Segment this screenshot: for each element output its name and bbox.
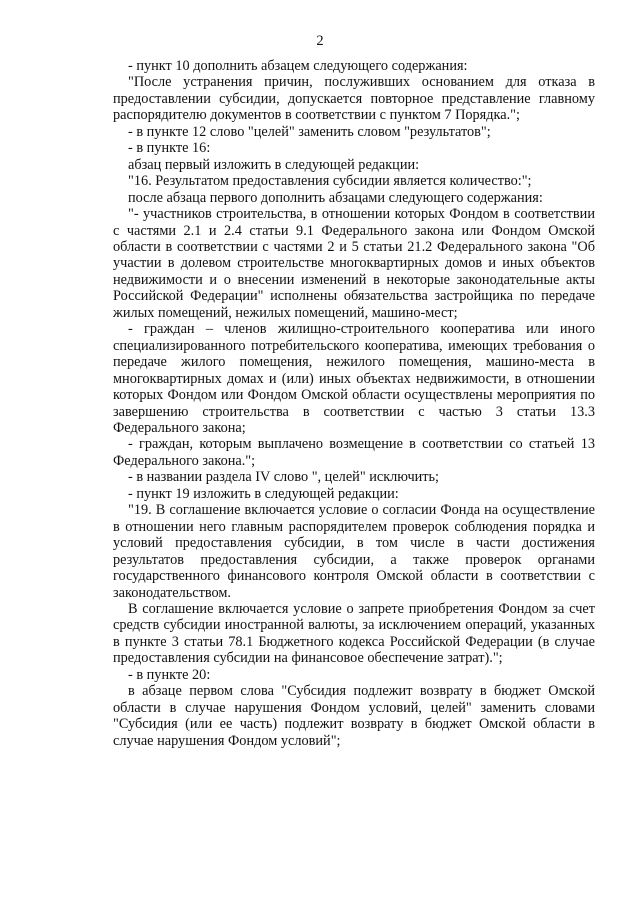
page-number: 2 — [316, 33, 324, 49]
paragraph: - в названии раздела IV слово ", целей" исключить; — [128, 469, 440, 486]
paragraph: - пункт 19 изложить в следующей редакции: — [128, 485, 399, 502]
paragraph: абзац первый изложить в следующей редакции: — [128, 156, 420, 173]
paragraph: - в пункте 12 слово "целей" заменить словом "результатов"; — [128, 123, 491, 140]
paragraph: - граждан, которым выплачено возмещение в соответствии со статьей 13 Федерального закона."; — [113, 436, 595, 469]
paragraph: "После устранения причин, послуживших основанием для отказа в предоставлении субсидии, допускается повторное представление главному распорядителю документов в соответствии с пунктом 7 Порядка."; — [113, 74, 595, 124]
paragraph: В соглашение включается условие о запрете приобретения Фондом за счет средств субсидии иностранной валюты, за исключением операций, указанных в пункте 3 статьи 78.1 Бюджетного кодекса Российской Федерации (в случае предоставления субсидии на финансовое обеспечение затрат)."; — [113, 600, 595, 667]
paragraph: - граждан – членов жилищно-строительного кооператива или иного специализированного потребительского кооператива, имеющих требования о передаче жилого помещения, нежилого помещения, машино-места в многоквартирных домах и (или) иных объектах недвижимости, в отношении которых Фондом или Фондом Омской области осуществлены мероприятия по завершению строительства в соответствии с частью 3 статьи 13.3 Федерального закона; — [113, 321, 595, 436]
document-body — [113, 58, 595, 749]
paragraph: в абзаце первом слова "Субсидия подлежит возврату в бюджет Омской области в случае нарушения Фондом условий, целей" заменить словами "Субсидия (или ее часть) подлежит возврату в бюджет Омской области в случае нарушения Фондом условий"; — [113, 683, 595, 749]
paragraph: "16. Результатом предоставления субсидии является количество:"; — [128, 173, 532, 190]
paragraph: "19. В соглашение включается условие о согласии Фонда на осуществление в отношении него главным распорядителем проверок соблюдения порядка и условий предоставления субсидии, в том числе в части достижения результатов предоставления субсидии, а также проверок органами государственного финансового контроля Омской области в соответствии с законодательством. — [113, 502, 595, 601]
paragraph: - в пункте 16: — [128, 140, 211, 157]
paragraph: - в пункте 20: — [128, 666, 211, 683]
paragraph: "- участников строительства, в отношении которых Фондом в соответствии с частями 2.1 и 2.4 статьи 9.1 Федерального закона или Фондом Омской области в соответствии с частями 2 и 5 статьи 21.2 Федерального закона "Об участии в долевом строительстве многоквартирных домов и иных объектов недвижимости и о внесении изменений в некоторые законодательные акты Российской Федерации" исполнены обязательства застройщика по передаче жилых помещений, нежилых помещений, машино-мест; — [113, 206, 595, 321]
paragraph: после абзаца первого дополнить абзацами следующего содержания: — [128, 189, 543, 206]
paragraph: - пункт 10 дополнить абзацем следующего содержания: — [128, 58, 468, 74]
